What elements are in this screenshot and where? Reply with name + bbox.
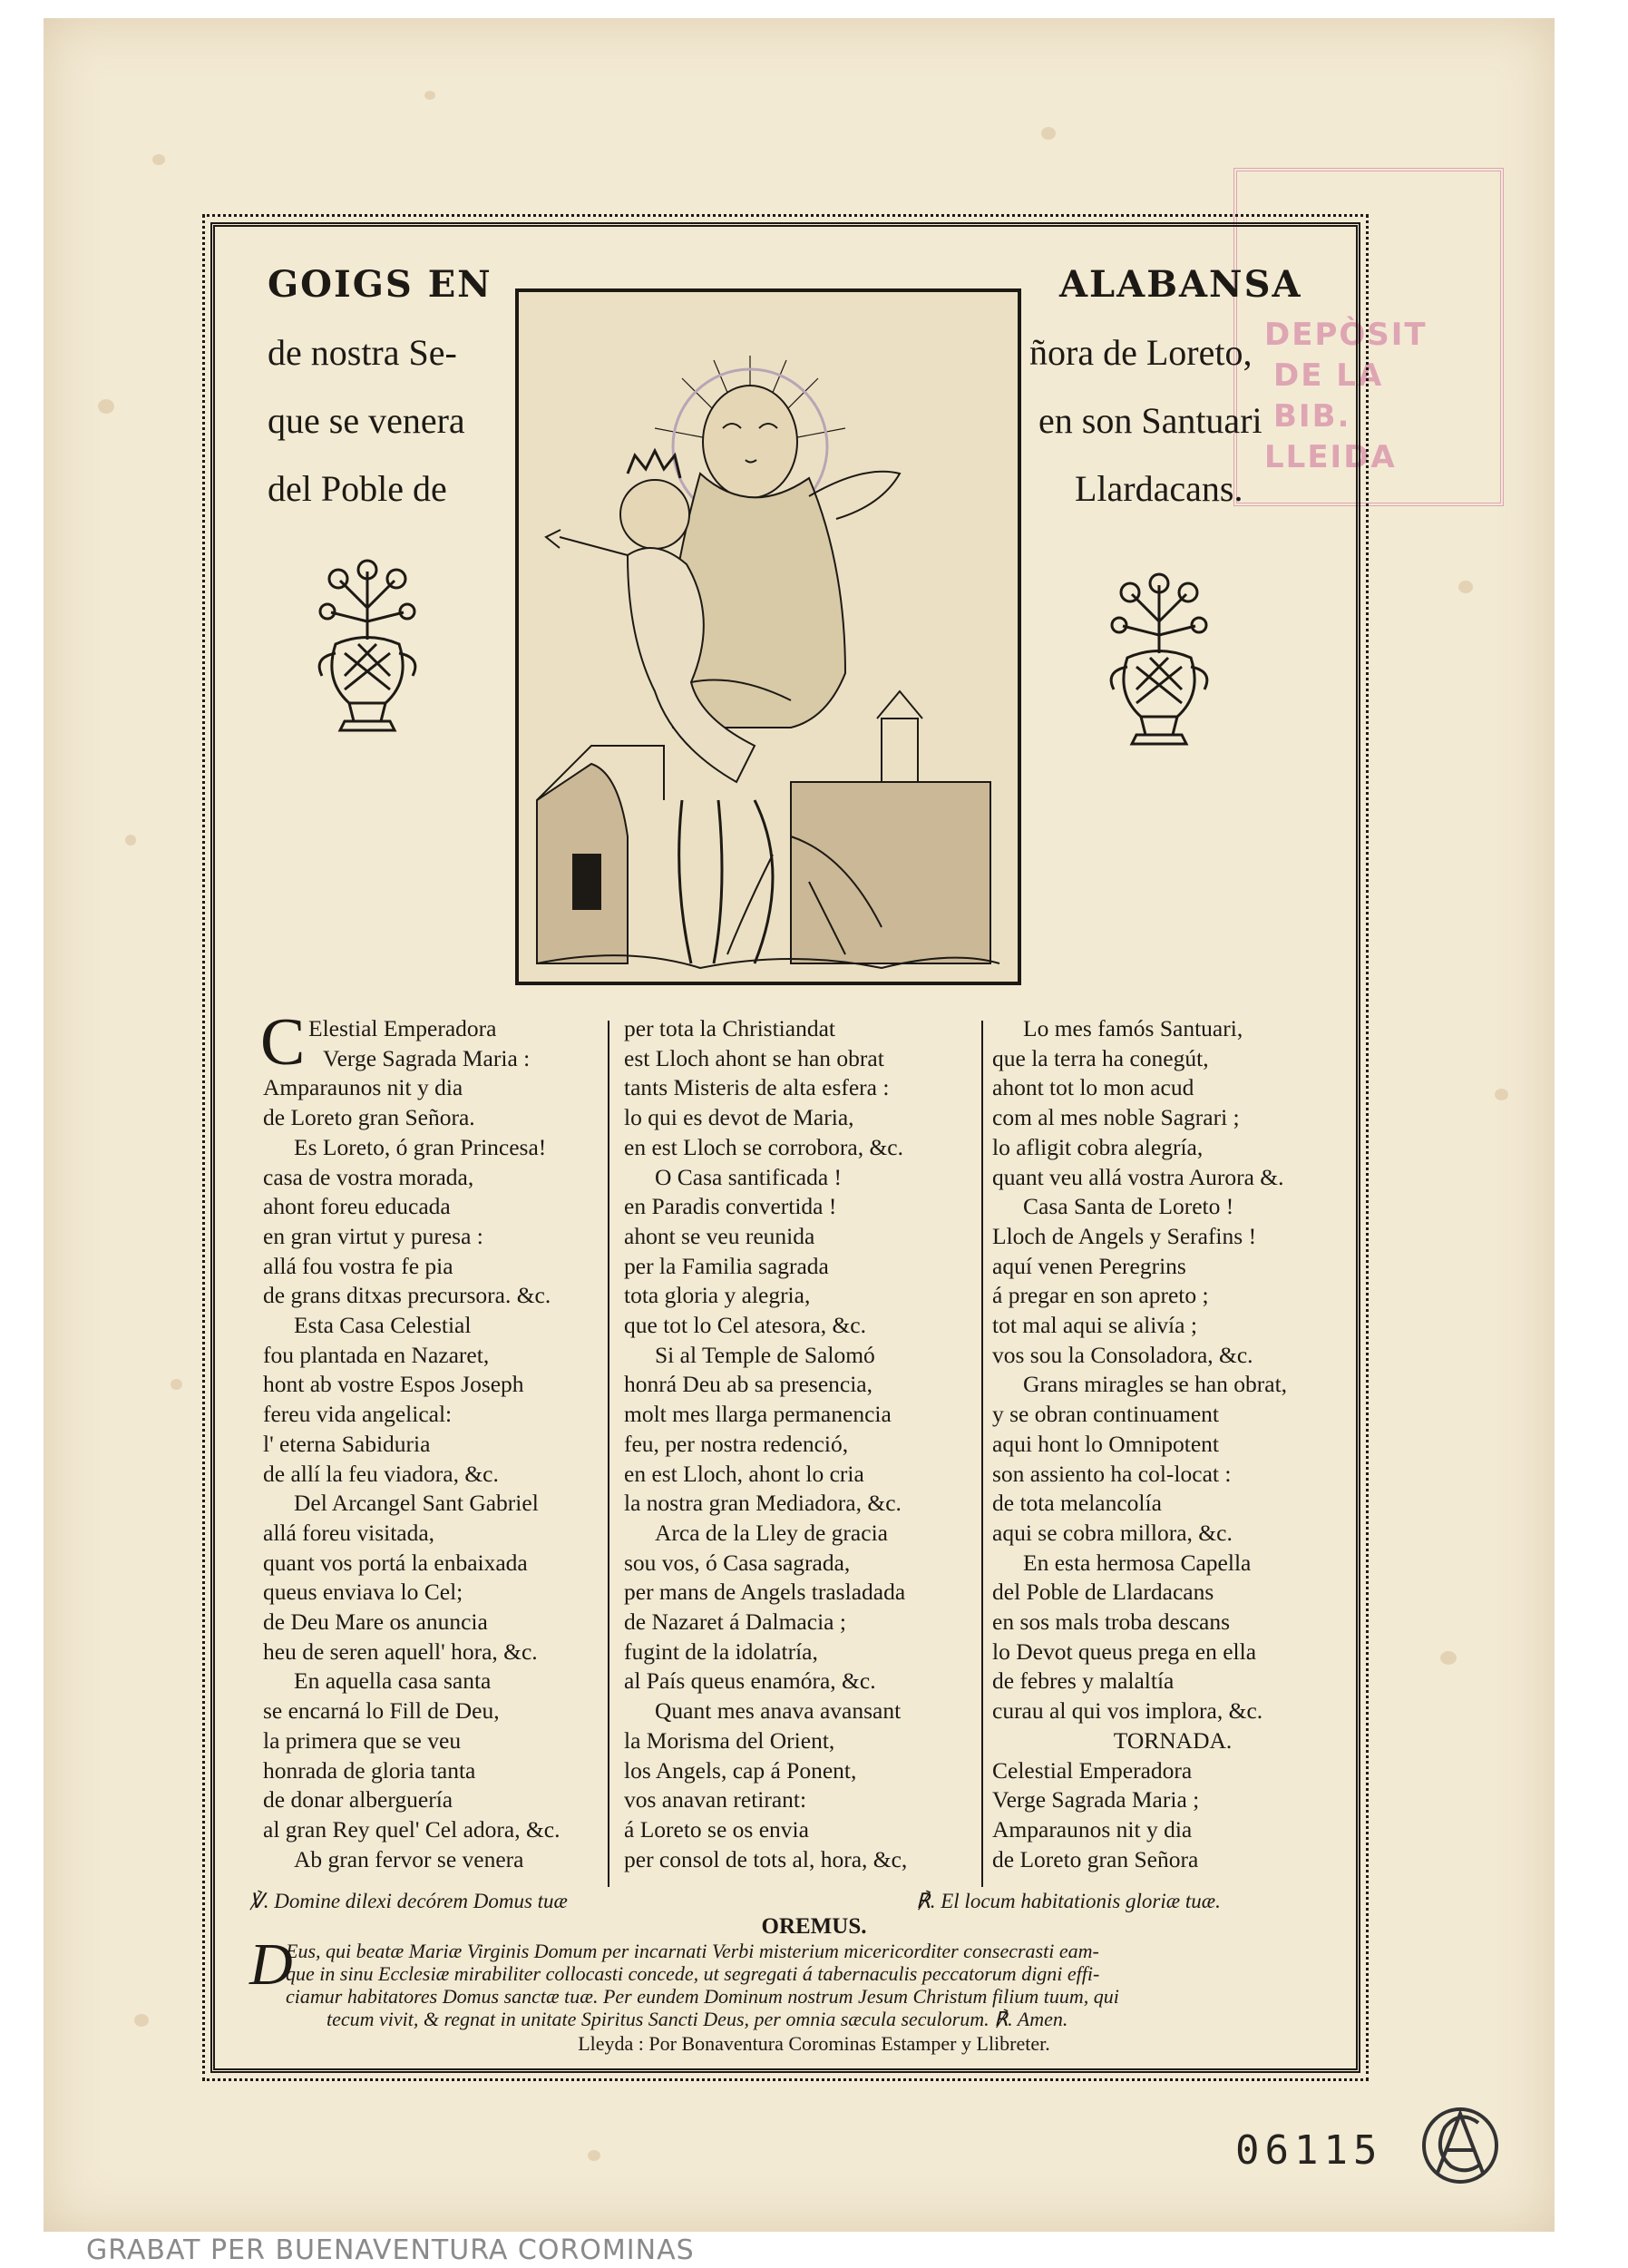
verse-line: per mans de Angels trasladada (624, 1579, 906, 1606)
verse-line: En aquella casa santa (294, 1667, 492, 1695)
verse-line: en sos mals troba descans (992, 1608, 1231, 1636)
title-right-2: ñora de Loreto, (1029, 332, 1253, 373)
column-divider (608, 1021, 609, 1887)
column-divider (981, 1021, 983, 1887)
verse-line: Ab gran fervor se venera (294, 1845, 524, 1872)
verse-line: hont ab vostre Espos Joseph (263, 1371, 524, 1398)
verse-line: Grans miragles se han obrat, (1023, 1371, 1288, 1398)
verse-line: la Morisma del Orient, (624, 1726, 835, 1754)
verse-line: fou plantada en Nazaret, (263, 1341, 490, 1368)
title-right-4: Llardacans. (1075, 468, 1243, 509)
verse-line: en Paradis convertida ! (624, 1193, 837, 1220)
initial-letter: C (260, 1005, 306, 1080)
verse-line: á Loreto se os envia (624, 1815, 809, 1843)
madonna-and-child-icon (519, 292, 1018, 982)
verse-line: molt mes llarga permanencia (624, 1401, 892, 1428)
verse-line: curau al qui vos implora, &c. (992, 1697, 1263, 1725)
verse-line: vos anavan retirant: (624, 1786, 807, 1813)
prayer-initial: D (249, 1931, 293, 1998)
verse-line: aqui se cobra millora, &c. (992, 1519, 1233, 1546)
verse-line: allá fou vostra fe pia (263, 1252, 453, 1279)
verse-line: Celestial Emperadora (992, 1756, 1193, 1784)
oremus-heading: OREMUS. (761, 1914, 867, 1939)
stamp-line-4: LLEIDA (1264, 439, 1397, 475)
verse-line: Lloch de Angels y Serafins ! (992, 1222, 1257, 1249)
verse-line: de grans ditxas precursora. &c. (263, 1282, 551, 1309)
verse-line: son assiento ha col-locat : (992, 1460, 1232, 1487)
verse-line: al gran Rey quel' Cel adora, &c. (263, 1815, 561, 1843)
verse-line: ahont foreu educada (263, 1193, 451, 1220)
verse-line: lo qui es devot de Maria, (624, 1104, 854, 1131)
verse-line: que la terra ha conegút, (992, 1044, 1209, 1071)
madonna-woodcut (515, 288, 1021, 985)
verse-line: de febres y malaltía (992, 1667, 1175, 1695)
verse-line: Arca de la Lley de gracia (655, 1519, 888, 1546)
collection-monogram-icon (1410, 2096, 1510, 2195)
title-left-3: que se venera (268, 400, 465, 441)
verse-line: de donar alberguería (263, 1786, 453, 1813)
verse-line: de Deu Mare os anuncia (263, 1608, 488, 1636)
verse-line: lo afligit cobra alegría, (992, 1133, 1204, 1160)
verse-line: Verge Sagrada Maria : (323, 1044, 531, 1071)
verse-line: en gran virtut y puresa : (263, 1222, 483, 1249)
verse-line: heu de seren aquell' hora, &c. (263, 1637, 538, 1665)
title-left-1: GOIGS EN (268, 263, 492, 306)
verse-line: y se obran continuament (992, 1401, 1219, 1428)
verse-line: feu, per nostra redenció, (624, 1430, 849, 1457)
tornada-heading: TORNADA. (1113, 1726, 1233, 1754)
verse-line: la primera que se veu (263, 1726, 462, 1754)
verse-line: O Casa santificada ! (655, 1163, 843, 1190)
verse-line: quant vos portá la enbaixada (263, 1549, 528, 1576)
title-right-1: ALABANSA (1059, 263, 1302, 306)
verse-line: tota gloria y alegria, (624, 1282, 811, 1309)
verse-line: Si al Temple de Salomó (655, 1341, 875, 1368)
verse-line: de Loreto gran Señora. (263, 1104, 475, 1131)
verse-line: Es Loreto, ó gran Princesa! (294, 1133, 547, 1160)
verse-line: per la Familia sagrada (624, 1252, 829, 1279)
verse-line: tants Misteris de alta esfera : (624, 1074, 890, 1101)
verse-line: los Angels, cap á Ponent, (624, 1756, 857, 1784)
verse-line: vos sou la Consoladora, &c. (992, 1341, 1253, 1368)
verse-line: del Poble de Llardacans (992, 1579, 1214, 1606)
oremus-prayer (249, 1940, 1347, 2030)
prayer-line: que in sinu Ecclesiæ mirabiliter collocasti concede, ut segregati á tabernaculis peccatorum digni effi- (286, 1962, 1100, 1985)
verse-line: Del Arcangel Sant Gabriel (294, 1490, 539, 1517)
pencil-annotation: GRABAT PER BUENAVENTURA COROMINAS (86, 2234, 695, 2266)
verse-line: En esta hermosa Capella (1023, 1549, 1252, 1576)
verse-line: al País queus enamóra, &c. (624, 1667, 876, 1695)
verse-line: Amparaunos nit y dia (992, 1815, 1193, 1843)
versicle: ℣. Domine dilexi decórem Domus tuæ (249, 1890, 568, 1912)
verse-line: en est Lloch, ahont lo cria (624, 1460, 864, 1487)
title-left-4: del Poble de (268, 468, 447, 509)
verse-line: tot mal aqui se alivía ; (992, 1312, 1197, 1339)
verse-line: quant veu allá vostra Aurora &. (992, 1163, 1284, 1190)
verse-line: de Nazaret á Dalmacia ; (624, 1608, 846, 1636)
stamp-line-1: DEPÒSIT (1264, 317, 1428, 353)
verse-line: com al mes noble Sagrari ; (992, 1104, 1240, 1131)
verse-line: fereu vida angelical: (263, 1401, 453, 1428)
verse-line: Elestial Emperadora (308, 1015, 497, 1041)
verse-line: Lo mes famós Santuari, (1023, 1015, 1243, 1041)
title-left-2: de nostra Se- (268, 332, 457, 373)
printer-imprint: Lleyda : Por Bonaventura Corominas Estamper y Llibreter. (578, 2032, 1050, 2055)
verse-line: lo Devot queus prega en ella (992, 1637, 1257, 1665)
title-right-3: en son Santuari (1038, 400, 1262, 441)
verse-line: est Lloch ahont se han obrat (624, 1044, 884, 1071)
verse-line: Quant mes anava avansant (655, 1697, 902, 1725)
verse-line: que tot lo Cel atesora, &c. (624, 1312, 866, 1339)
verse-line: aqui hont lo Omnipotent (992, 1430, 1220, 1457)
verse-line: casa de vostra morada, (263, 1163, 474, 1190)
flower-vase-left-icon (304, 553, 431, 744)
verse-line: queus enviava lo Cel; (263, 1579, 463, 1606)
verse-line: de tota melancolía (992, 1490, 1162, 1517)
verse-column-1 (263, 1014, 624, 1885)
prayer-line: tecum vivit, & regnat in unitate Spiritus Sancti Deus, per omnia sæcula seculorum. ℟. Amen. (327, 2008, 1068, 2030)
prayer-line: Eus, qui beatæ Mariæ Virginis Domum per incarnati Verbi misterium micericorditer consecrasti eam- (286, 1940, 1099, 1962)
stamp-line-3: BIB. (1273, 398, 1351, 435)
verse-column-3 (992, 1014, 1353, 1885)
verse-line: fugint de la idolatría, (624, 1637, 818, 1665)
verse-line: honrá Deu ab sa presencia, (624, 1371, 873, 1398)
verse-line: la nostra gran Mediadora, &c. (624, 1490, 902, 1517)
verse-line: ahont tot lo mon acud (992, 1074, 1194, 1101)
verse-line: honrada de gloria tanta (263, 1756, 476, 1784)
verse-line: sou vos, ó Casa sagrada, (624, 1549, 851, 1576)
verse-line: allá foreu visitada, (263, 1519, 435, 1546)
verse-column-2 (624, 1014, 985, 1885)
verse-line: de Loreto gran Señora (992, 1845, 1199, 1872)
verse-line: aquí venen Peregrins (992, 1252, 1186, 1279)
verse-line: Verge Sagrada Maria ; (992, 1786, 1200, 1813)
verse-line: Amparaunos nit y dia (263, 1074, 463, 1101)
response: ℟. El locum habitationis gloriæ tuæ. (916, 1890, 1221, 1912)
verse-line: de allí la feu viadora, &c. (263, 1460, 499, 1487)
prayer-line: ciamur habitatores Domus sanctæ tuæ. Per eundem Dominum nostrum Jesum Christum filium tuum, qui (286, 1985, 1119, 2008)
verse-line: en est Lloch se corrobora, &c. (624, 1133, 904, 1160)
verse-line: se encarná lo Fill de Deu, (263, 1697, 500, 1725)
flower-vase-right-icon (1096, 567, 1223, 758)
verse-line: per consol de tots al, hora, &c, (624, 1845, 908, 1872)
catalog-number: 06115 (1235, 2127, 1383, 2174)
stamp-line-2: DE LA (1273, 357, 1384, 394)
verse-line: ahont se veu reunida (624, 1222, 815, 1249)
verse-line: Esta Casa Celestial (294, 1312, 472, 1339)
verse-line: á pregar en son apreto ; (992, 1282, 1209, 1309)
verse-line: l' eterna Sabiduria (263, 1430, 431, 1457)
verse-line: per tota la Christiandat (624, 1015, 835, 1041)
verse-line: Casa Santa de Loreto ! (1023, 1193, 1234, 1220)
